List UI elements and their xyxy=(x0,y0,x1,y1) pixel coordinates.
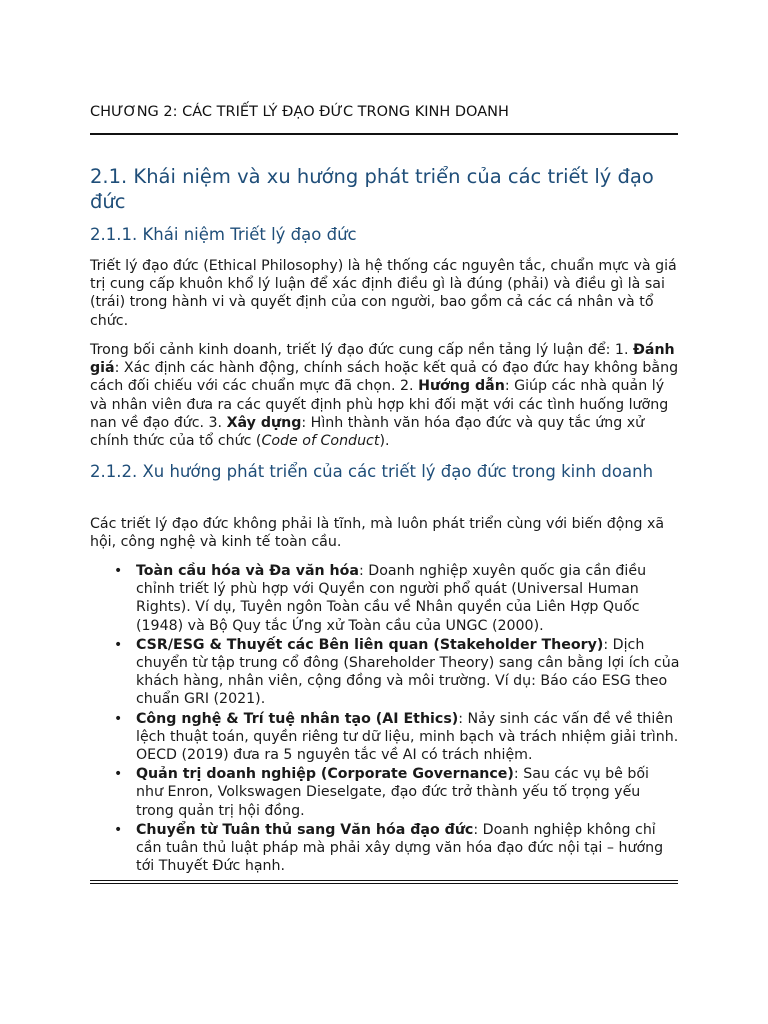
bullet-icon: • xyxy=(114,563,123,579)
list-item xyxy=(90,636,680,709)
para2-text3: : Hình thành văn hóa đạo đức và quy tắc ứng xử chính thức của tổ chức ( xyxy=(90,414,645,450)
code-of-conduct: Code of Conduct xyxy=(261,433,380,450)
list-item-term: Quản trị doanh nghiệp (Corporate Governance) xyxy=(136,766,514,783)
paragraph-trends-intro: Các triết lý đạo đức không phải là tĩnh, mà luôn phát triển cùng với biến động xã hội, công nghệ và kinh tế toàn cầu. xyxy=(90,516,665,551)
list-item-term: Chuyển từ Tuân thủ sang Văn hóa đạo đức xyxy=(136,821,474,838)
para2-text2: : Giúp các nhà quản lý và nhân viên đưa ra các quyết định phù hợp khi đối mặt với các tình huống lưỡng nan về đạo đức. 3. xyxy=(90,378,669,431)
list-item xyxy=(90,562,680,635)
list-item-text: : Doanh nghiệp xuyên quốc gia cần điều chỉnh triết lý phù hợp với Quyền con người phổ quát (Universal Human Rights). Ví dụ, Tuyên ngôn Toàn cầu về Nhân quyền của Liên Hợp Quốc (1948) và Bộ Quy tắc Ứng xử Toàn cầu của UNGC (2000). xyxy=(136,563,647,634)
chapter-title: CHƯƠNG 2: CÁC TRIẾT LÝ ĐẠO ĐỨC TRONG KINH DOANH xyxy=(90,104,509,120)
subsection-title-1: 2.1.1. Khái niệm Triết lý đạo đức xyxy=(90,225,357,244)
bullet-icon: • xyxy=(114,766,123,783)
list-item-text: : Sau các vụ bê bối như Enron, Volkswagen Dieselgate, đạo đức trở thành yếu tố trọng yếu trong quản trị hội đồng. xyxy=(136,766,649,819)
para2-end: ). xyxy=(379,433,390,450)
list-item-text: : Nảy sinh các vấn đề về thiên lệch thuật toán, quyền riêng tư dữ liệu, minh bạch và trách nhiệm giải trình. OECD (2019) đưa ra 5 nguyên tắc về AI có trách nhiệm. xyxy=(136,710,679,764)
list-item-term: Toàn cầu hóa và Đa văn hóa xyxy=(136,563,359,579)
list-item xyxy=(90,821,680,876)
bullet-icon: • xyxy=(114,636,123,653)
list-item xyxy=(90,710,680,765)
list-item xyxy=(90,765,680,820)
bullet-icon: • xyxy=(114,710,123,727)
paragraph-business-context xyxy=(90,341,680,450)
term-build: Xây dựng xyxy=(226,414,302,431)
bullet-icon: • xyxy=(114,821,123,838)
para2-text1: : Xác định các hành động, chính sách hoặc kết quả có đạo đức hay không bằng cách đối chiếu với các chuẩn mực đã chọn. 2. xyxy=(90,360,679,395)
bottom-divider xyxy=(90,880,678,884)
subsection-title-2: 2.1.2. Xu hướng phát triển của các triết lý đạo đức trong kinh doanh xyxy=(90,462,654,481)
term-guide: Hướng dẫn xyxy=(418,378,505,395)
paragraph-definition: Triết lý đạo đức (Ethical Philosophy) là hệ thống các nguyên tắc, chuẩn mực và giá trị cung cấp khuôn khổ lý luận để xác định điều gì là đúng (phải) và điều gì là sai (trái) trong hành vi và quyết định của con người, bao gồm cả các cá nhân và tổ chức. xyxy=(90,258,677,329)
header-divider xyxy=(90,133,678,135)
list-item-term: Công nghệ & Trí tuệ nhân tạo (AI Ethics) xyxy=(136,710,459,727)
list-item-term: CSR/ESG & Thuyết các Bên liên quan (Stakeholder Theory) xyxy=(136,636,604,653)
list-item-text: : Doanh nghiệp không chỉ cần tuân thủ luật pháp mà phải xây dựng văn hóa đạo đức nội tại – hướng tới Thuyết Đức hạnh. xyxy=(136,821,664,875)
para2-intro: Trong bối cảnh kinh doanh, triết lý đạo đức cung cấp nền tảng lý luận để: 1. xyxy=(90,342,633,358)
term-evaluate: Đánh giá xyxy=(90,342,675,377)
list-item-text: : Dịch chuyển từ tập trung cổ đông (Shareholder Theory) sang cân bằng lợi ích của khách hàng, nhân viên, cộng đồng và môi trường. Ví dụ: Báo cáo ESG theo chuẩn GRI (2021). xyxy=(136,636,680,708)
trends-list xyxy=(90,562,680,876)
section-title: 2.1. Khái niệm và xu hướng phát triển của các triết lý đạo đức xyxy=(90,165,654,213)
